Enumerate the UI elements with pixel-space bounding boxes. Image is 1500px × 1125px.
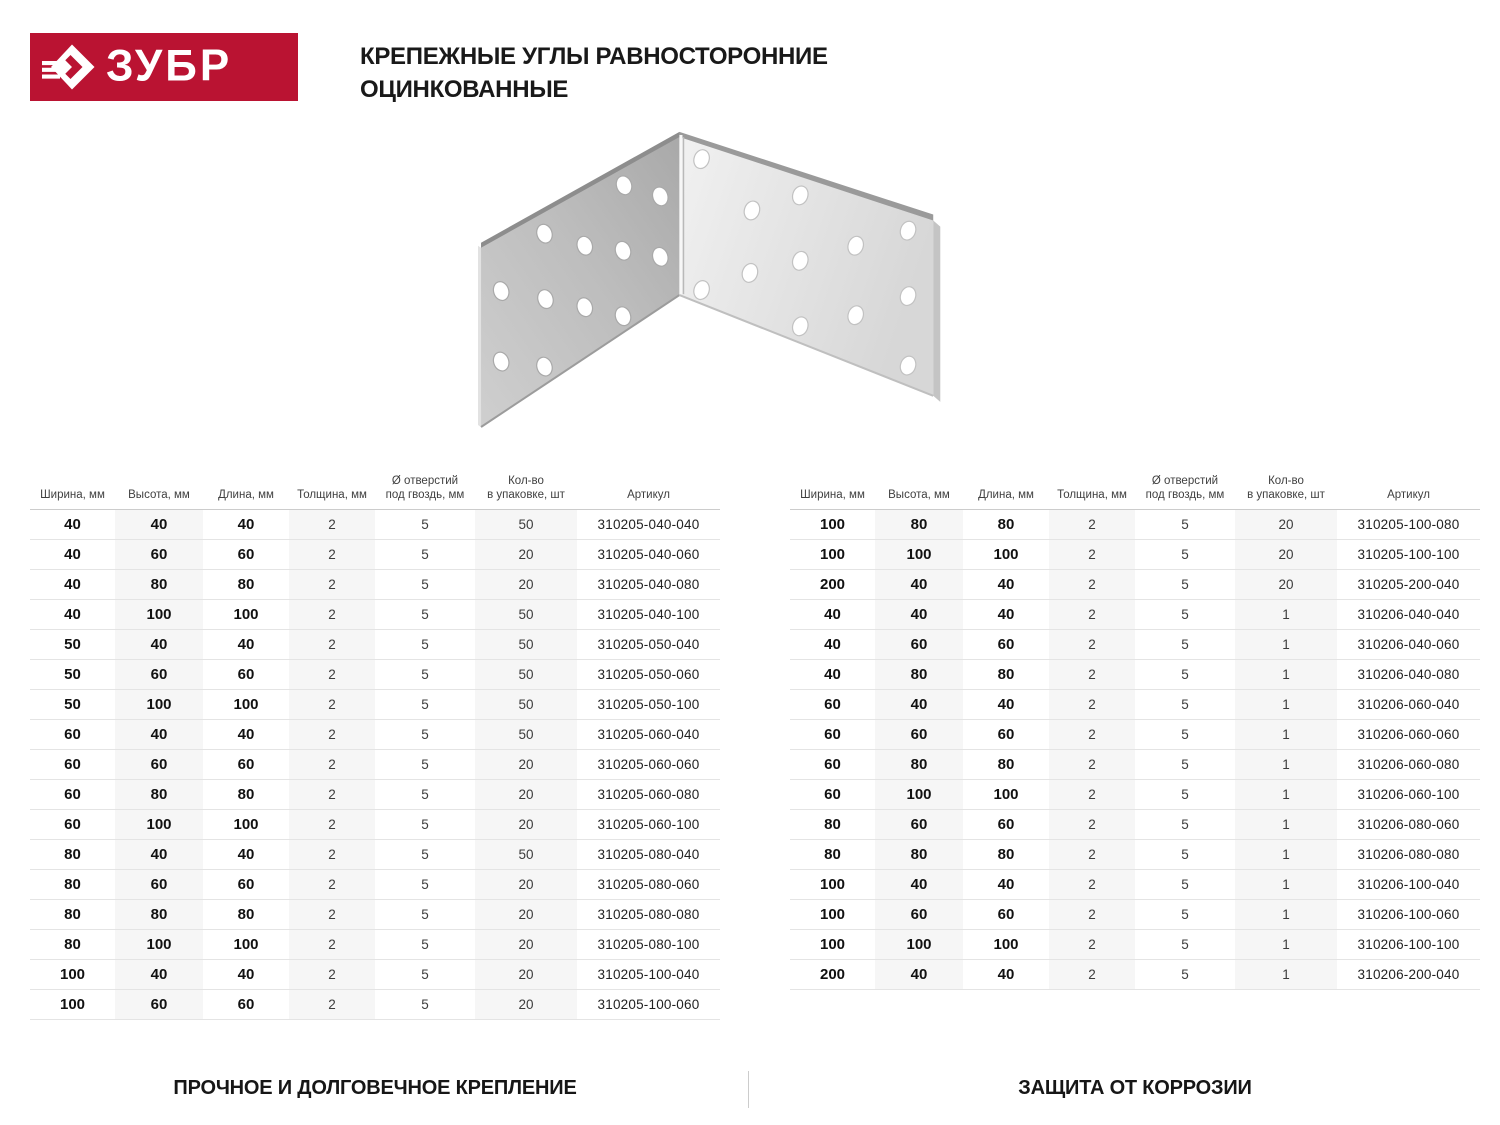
value-cell: 5 [1135, 810, 1235, 840]
value-cell: 2 [1049, 660, 1135, 690]
value-cell: 50 [475, 660, 577, 690]
value-cell: 1 [1235, 930, 1337, 960]
value-cell: 20 [1235, 540, 1337, 570]
value-cell: 2 [1049, 900, 1135, 930]
column-header: Длина, мм [203, 470, 289, 510]
value-cell: 40 [115, 960, 203, 990]
article-cell: 310205-100-040 [577, 960, 720, 990]
value-cell: 1 [1235, 810, 1337, 840]
value-cell: 80 [875, 840, 963, 870]
value-cell: 100 [963, 780, 1049, 810]
value-cell: 1 [1235, 840, 1337, 870]
value-cell: 5 [375, 540, 475, 570]
value-cell: 20 [475, 570, 577, 600]
value-cell: 100 [790, 540, 875, 570]
value-cell: 1 [1235, 690, 1337, 720]
table-row [790, 510, 1480, 540]
value-cell: 80 [115, 570, 203, 600]
table-row [790, 570, 1480, 600]
value-cell: 40 [875, 690, 963, 720]
value-cell: 50 [30, 660, 115, 690]
value-cell: 5 [1135, 570, 1235, 600]
table-row [30, 690, 720, 720]
article-cell: 310206-060-080 [1337, 750, 1480, 780]
value-cell: 60 [963, 810, 1049, 840]
table-row [790, 870, 1480, 900]
value-cell: 2 [289, 690, 375, 720]
value-cell: 40 [203, 960, 289, 990]
value-cell: 5 [1135, 510, 1235, 540]
article-cell: 310206-100-040 [1337, 870, 1480, 900]
table-row [790, 540, 1480, 570]
article-cell: 310206-040-060 [1337, 630, 1480, 660]
article-cell: 310206-100-100 [1337, 930, 1480, 960]
column-header: Ø отверстий под гвоздь, мм [1135, 470, 1235, 510]
value-cell: 40 [790, 600, 875, 630]
article-cell: 310205-080-060 [577, 870, 720, 900]
value-cell: 2 [289, 930, 375, 960]
value-cell: 80 [203, 780, 289, 810]
value-cell: 2 [1049, 870, 1135, 900]
article-cell: 310205-080-100 [577, 930, 720, 960]
value-cell: 20 [475, 540, 577, 570]
page-title [360, 40, 828, 106]
article-cell: 310206-060-040 [1337, 690, 1480, 720]
table-row [790, 780, 1480, 810]
value-cell: 60 [203, 540, 289, 570]
value-cell: 40 [963, 870, 1049, 900]
value-cell: 200 [790, 960, 875, 990]
value-cell: 40 [203, 510, 289, 540]
value-cell: 50 [475, 630, 577, 660]
article-cell: 310205-050-040 [577, 630, 720, 660]
article-cell: 310206-040-040 [1337, 600, 1480, 630]
value-cell: 40 [30, 540, 115, 570]
value-cell: 100 [203, 930, 289, 960]
value-cell: 2 [1049, 780, 1135, 810]
spec-table-right [790, 470, 1480, 990]
column-header: Кол-во в упаковке, шт [1235, 470, 1337, 510]
value-cell: 20 [475, 810, 577, 840]
value-cell: 5 [375, 930, 475, 960]
value-cell: 5 [1135, 930, 1235, 960]
value-cell: 80 [963, 840, 1049, 870]
footer-slogan-right: ЗАЩИТА ОТ КОРРОЗИИ [1018, 1077, 1252, 1099]
value-cell: 100 [963, 930, 1049, 960]
value-cell: 2 [289, 540, 375, 570]
spec-table-left [30, 470, 720, 1020]
value-cell: 50 [30, 630, 115, 660]
value-cell: 40 [115, 630, 203, 660]
article-cell: 310205-060-080 [577, 780, 720, 810]
value-cell: 80 [115, 780, 203, 810]
article-cell: 310205-100-060 [577, 990, 720, 1020]
article-cell: 310205-060-100 [577, 810, 720, 840]
value-cell: 2 [1049, 720, 1135, 750]
right-plate-side-edge [933, 221, 940, 402]
table-row [30, 630, 720, 660]
value-cell: 20 [475, 960, 577, 990]
value-cell: 60 [203, 870, 289, 900]
value-cell: 1 [1235, 720, 1337, 750]
value-cell: 80 [30, 840, 115, 870]
value-cell: 80 [963, 750, 1049, 780]
value-cell: 200 [790, 570, 875, 600]
table-row [790, 900, 1480, 930]
value-cell: 5 [1135, 630, 1235, 660]
left-plate-side-edge [478, 246, 481, 427]
value-cell: 2 [289, 630, 375, 660]
footer-divider [748, 1071, 749, 1108]
value-cell: 80 [875, 510, 963, 540]
article-cell: 310205-050-100 [577, 690, 720, 720]
table-row [30, 570, 720, 600]
value-cell: 40 [115, 720, 203, 750]
article-cell: 310205-040-080 [577, 570, 720, 600]
value-cell: 80 [30, 870, 115, 900]
value-cell: 50 [475, 840, 577, 870]
value-cell: 60 [115, 540, 203, 570]
table-row [30, 660, 720, 690]
value-cell: 60 [963, 720, 1049, 750]
header-row [30, 470, 720, 510]
value-cell: 60 [203, 750, 289, 780]
value-cell: 5 [375, 570, 475, 600]
value-cell: 2 [1049, 540, 1135, 570]
article-cell: 310205-040-100 [577, 600, 720, 630]
value-cell: 40 [790, 630, 875, 660]
value-cell: 60 [875, 900, 963, 930]
value-cell: 60 [963, 900, 1049, 930]
value-cell: 40 [875, 870, 963, 900]
value-cell: 20 [475, 750, 577, 780]
value-cell: 60 [30, 780, 115, 810]
value-cell: 5 [375, 510, 475, 540]
value-cell: 100 [790, 870, 875, 900]
value-cell: 40 [203, 630, 289, 660]
value-cell: 1 [1235, 750, 1337, 780]
article-cell: 310206-060-100 [1337, 780, 1480, 810]
article-cell: 310206-040-080 [1337, 660, 1480, 690]
value-cell: 100 [203, 600, 289, 630]
value-cell: 40 [115, 510, 203, 540]
value-cell: 5 [1135, 780, 1235, 810]
value-cell: 20 [475, 930, 577, 960]
value-cell: 60 [115, 750, 203, 780]
table-row [790, 600, 1480, 630]
value-cell: 2 [289, 990, 375, 1020]
value-cell: 80 [875, 660, 963, 690]
table-row [30, 750, 720, 780]
article-cell: 310205-050-060 [577, 660, 720, 690]
article-cell: 310205-100-100 [1337, 540, 1480, 570]
value-cell: 5 [375, 870, 475, 900]
table-row [790, 960, 1480, 990]
column-header: Длина, мм [963, 470, 1049, 510]
value-cell: 2 [1049, 630, 1135, 660]
table-row [30, 810, 720, 840]
table-row [790, 930, 1480, 960]
column-header: Ширина, мм [30, 470, 115, 510]
value-cell: 2 [1049, 600, 1135, 630]
table-row [30, 930, 720, 960]
value-cell: 5 [1135, 660, 1235, 690]
value-cell: 20 [475, 870, 577, 900]
table-row [790, 720, 1480, 750]
value-cell: 2 [1049, 570, 1135, 600]
article-cell: 310205-080-080 [577, 900, 720, 930]
value-cell: 80 [30, 930, 115, 960]
column-header: Артикул [1337, 470, 1480, 510]
value-cell: 100 [203, 810, 289, 840]
value-cell: 5 [1135, 960, 1235, 990]
value-cell: 1 [1235, 960, 1337, 990]
value-cell: 80 [790, 810, 875, 840]
value-cell: 1 [1235, 780, 1337, 810]
column-header: Толщина, мм [289, 470, 375, 510]
column-header: Кол-во в упаковке, шт [475, 470, 577, 510]
value-cell: 40 [963, 690, 1049, 720]
article-cell: 310206-080-080 [1337, 840, 1480, 870]
value-cell: 5 [375, 660, 475, 690]
article-cell: 310205-040-060 [577, 540, 720, 570]
value-cell: 60 [203, 660, 289, 690]
value-cell: 100 [115, 600, 203, 630]
value-cell: 5 [375, 630, 475, 660]
table-row [790, 840, 1480, 870]
value-cell: 2 [1049, 810, 1135, 840]
value-cell: 50 [475, 510, 577, 540]
value-cell: 40 [963, 960, 1049, 990]
value-cell: 2 [1049, 510, 1135, 540]
article-cell: 310206-060-060 [1337, 720, 1480, 750]
value-cell: 5 [1135, 720, 1235, 750]
table-row [790, 810, 1480, 840]
value-cell: 2 [289, 720, 375, 750]
value-cell: 1 [1235, 900, 1337, 930]
value-cell: 40 [963, 600, 1049, 630]
value-cell: 100 [203, 690, 289, 720]
column-header: Высота, мм [875, 470, 963, 510]
value-cell: 2 [1049, 690, 1135, 720]
value-cell: 40 [963, 570, 1049, 600]
value-cell: 80 [203, 900, 289, 930]
value-cell: 100 [115, 810, 203, 840]
table-row [790, 660, 1480, 690]
value-cell: 2 [289, 660, 375, 690]
value-cell: 5 [1135, 840, 1235, 870]
value-cell: 100 [875, 930, 963, 960]
value-cell: 2 [289, 870, 375, 900]
value-cell: 40 [115, 840, 203, 870]
value-cell: 60 [875, 720, 963, 750]
value-cell: 100 [790, 510, 875, 540]
value-cell: 2 [1049, 750, 1135, 780]
value-cell: 5 [375, 780, 475, 810]
value-cell: 5 [1135, 600, 1235, 630]
value-cell: 1 [1235, 600, 1337, 630]
column-header: Ширина, мм [790, 470, 875, 510]
page-title-line1: КРЕПЕЖНЫЕ УГЛЫ РАВНОСТОРОННИЕ [360, 43, 828, 70]
value-cell: 100 [875, 780, 963, 810]
value-cell: 5 [375, 690, 475, 720]
value-cell: 60 [790, 720, 875, 750]
value-cell: 80 [875, 750, 963, 780]
table-row [30, 870, 720, 900]
value-cell: 2 [289, 900, 375, 930]
value-cell: 50 [475, 720, 577, 750]
value-cell: 5 [375, 840, 475, 870]
article-cell: 310205-060-060 [577, 750, 720, 780]
table-row [30, 600, 720, 630]
value-cell: 20 [475, 990, 577, 1020]
value-cell: 5 [375, 960, 475, 990]
article-cell: 310206-100-060 [1337, 900, 1480, 930]
value-cell: 60 [203, 990, 289, 1020]
zubr-logo [30, 33, 298, 101]
value-cell: 5 [375, 600, 475, 630]
article-cell: 310205-060-040 [577, 720, 720, 750]
value-cell: 60 [875, 630, 963, 660]
value-cell: 40 [875, 960, 963, 990]
value-cell: 40 [203, 720, 289, 750]
value-cell: 20 [475, 900, 577, 930]
value-cell: 40 [875, 600, 963, 630]
value-cell: 100 [30, 960, 115, 990]
value-cell: 60 [790, 690, 875, 720]
value-cell: 100 [115, 930, 203, 960]
value-cell: 40 [30, 600, 115, 630]
value-cell: 5 [375, 990, 475, 1020]
value-cell: 100 [30, 990, 115, 1020]
value-cell: 60 [875, 810, 963, 840]
value-cell: 5 [1135, 900, 1235, 930]
article-cell: 310205-080-040 [577, 840, 720, 870]
value-cell: 5 [1135, 870, 1235, 900]
header-row [790, 470, 1480, 510]
value-cell: 60 [115, 870, 203, 900]
value-cell: 40 [203, 840, 289, 870]
value-cell: 60 [790, 780, 875, 810]
value-cell: 100 [963, 540, 1049, 570]
value-cell: 2 [1049, 960, 1135, 990]
footer-slogan-left: ПРОЧНОЕ И ДОЛГОВЕЧНОЕ КРЕПЛЕНИЕ [173, 1077, 577, 1099]
value-cell: 100 [875, 540, 963, 570]
value-cell: 2 [289, 840, 375, 870]
value-cell: 2 [1049, 930, 1135, 960]
article-cell: 310205-200-040 [1337, 570, 1480, 600]
value-cell: 80 [963, 510, 1049, 540]
value-cell: 2 [289, 780, 375, 810]
value-cell: 100 [790, 930, 875, 960]
value-cell: 2 [289, 750, 375, 780]
column-header: Артикул [577, 470, 720, 510]
logo-wordmark: ЗУБР [106, 39, 233, 90]
column-header: Высота, мм [115, 470, 203, 510]
value-cell: 80 [115, 900, 203, 930]
table-row [30, 960, 720, 990]
value-cell: 2 [1049, 840, 1135, 870]
value-cell: 40 [30, 570, 115, 600]
article-cell: 310206-200-040 [1337, 960, 1480, 990]
article-cell: 310205-040-040 [577, 510, 720, 540]
value-cell: 20 [475, 780, 577, 810]
value-cell: 5 [1135, 690, 1235, 720]
value-cell: 100 [115, 690, 203, 720]
value-cell: 60 [30, 810, 115, 840]
column-header: Ø отверстий под гвоздь, мм [375, 470, 475, 510]
value-cell: 40 [30, 510, 115, 540]
left-plate [481, 137, 679, 427]
table-row [30, 720, 720, 750]
table-row [790, 630, 1480, 660]
table-row [30, 900, 720, 930]
value-cell: 50 [475, 600, 577, 630]
value-cell: 5 [1135, 540, 1235, 570]
value-cell: 80 [30, 900, 115, 930]
value-cell: 5 [375, 750, 475, 780]
value-cell: 40 [790, 660, 875, 690]
value-cell: 5 [375, 810, 475, 840]
value-cell: 5 [375, 900, 475, 930]
zubr-bison-icon [42, 40, 96, 94]
value-cell: 20 [1235, 570, 1337, 600]
table-row [790, 750, 1480, 780]
value-cell: 60 [115, 990, 203, 1020]
value-cell: 2 [289, 570, 375, 600]
value-cell: 60 [30, 750, 115, 780]
value-cell: 2 [289, 510, 375, 540]
page-title-line2: ОЦИНКОВАННЫЕ [360, 76, 569, 103]
table-row [30, 840, 720, 870]
value-cell: 50 [30, 690, 115, 720]
table-row [30, 990, 720, 1020]
table-row [30, 780, 720, 810]
value-cell: 1 [1235, 660, 1337, 690]
value-cell: 1 [1235, 630, 1337, 660]
value-cell: 80 [203, 570, 289, 600]
value-cell: 80 [963, 660, 1049, 690]
article-cell: 310205-100-080 [1337, 510, 1480, 540]
table-row [30, 540, 720, 570]
value-cell: 60 [963, 630, 1049, 660]
article-cell: 310206-080-060 [1337, 810, 1480, 840]
value-cell: 2 [289, 600, 375, 630]
value-cell: 40 [875, 570, 963, 600]
value-cell: 1 [1235, 870, 1337, 900]
value-cell: 20 [1235, 510, 1337, 540]
value-cell: 50 [475, 690, 577, 720]
corner-bracket-image [478, 126, 1042, 440]
value-cell: 60 [30, 720, 115, 750]
value-cell: 2 [289, 960, 375, 990]
value-cell: 100 [790, 900, 875, 930]
value-cell: 80 [790, 840, 875, 870]
table-row [790, 690, 1480, 720]
column-header: Толщина, мм [1049, 470, 1135, 510]
value-cell: 60 [115, 660, 203, 690]
value-cell: 5 [1135, 750, 1235, 780]
value-cell: 2 [289, 810, 375, 840]
table-row [30, 510, 720, 540]
value-cell: 5 [375, 720, 475, 750]
value-cell: 60 [790, 750, 875, 780]
